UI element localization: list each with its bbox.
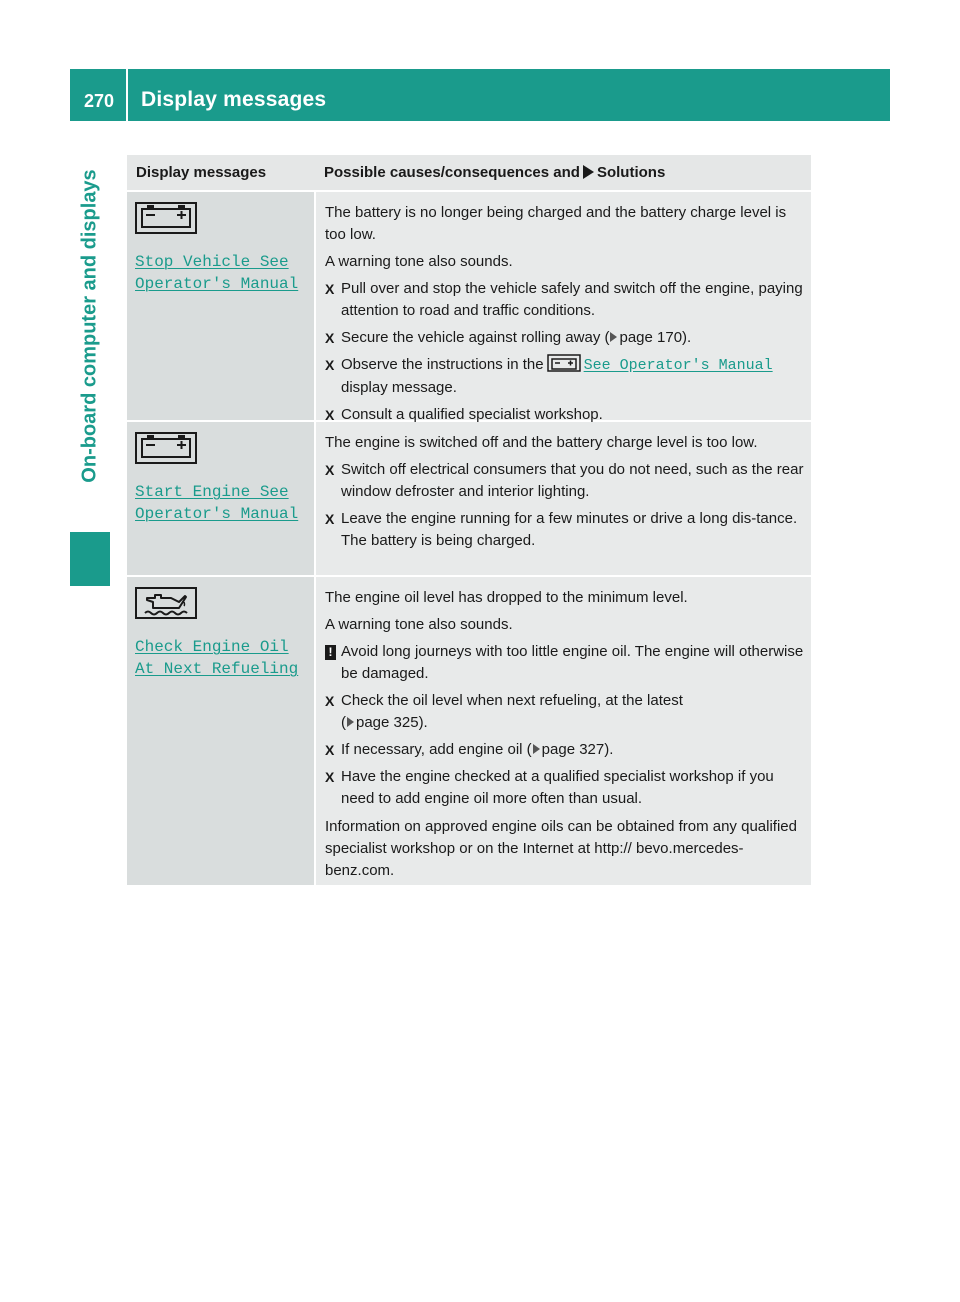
table-row <box>127 420 811 575</box>
list-item: X Switch off electrical consumers that you do not need, such as the rear window defroster and interior lighting. <box>325 461 804 500</box>
step-marker-icon: X <box>325 330 335 346</box>
message-cell <box>127 577 314 885</box>
oil-can-icon <box>135 587 197 619</box>
list-item: X Secure the vehicle against rolling away ( page 170). <box>325 327 805 349</box>
display-messages-table <box>127 155 811 885</box>
table-row <box>127 575 811 885</box>
list-item: X If necessary, add engine oil ( page 327). <box>325 739 805 761</box>
solution-cell: The battery is no longer being charged and the battery charge level is too low. A warning tone also sounds. X Pull over and stop the vehicle safely and switch off the engine, paying attention to road and traffic conditions. X Secure the vehicle against rolling away ( page 170). X Observe the instructions in the See Operator's Manual display message. X Consult a qualified specialist workshop. <box>314 192 811 420</box>
list-item: X Check the oil level when next refueling, at the latest ( page 325). <box>325 692 683 731</box>
list-item: X Leave the engine running for a few minutes or drive a long dis-tance. The battery is being charged. <box>325 510 798 549</box>
message-cell <box>127 192 314 420</box>
step-marker-icon: X <box>325 693 335 709</box>
display-message-text: Stop Vehicle See Operator's Manual <box>135 253 299 293</box>
table-header <box>127 155 811 190</box>
display-message-text: Check Engine Oil At Next Refueling <box>135 638 299 678</box>
step-marker-icon: X <box>325 742 335 758</box>
solution-cell: The engine is switched off and the battery charge level is too low. X Switch off electrical consumers that you do not need, such as the rear window defroster and interior lighting. X Leave the engine running for a few minutes or drive a long dis-tance. The battery is being charged. <box>314 422 811 575</box>
page-ref-link[interactable]: page 170). <box>619 329 692 346</box>
page-ref-icon <box>533 744 540 754</box>
page-title: Display messages <box>141 88 327 111</box>
list-item: X Consult a qualified specialist workshop. <box>325 404 805 426</box>
step-marker-icon: X <box>325 769 335 785</box>
list-item: X Observe the instructions in the See Operator's Manual display message. <box>325 356 773 396</box>
section-side-marker <box>70 532 110 586</box>
battery-icon <box>135 432 197 464</box>
list-item: X Have the engine checked at a qualified specialist workshop if you need to add engine oil more often than usual. <box>325 768 774 807</box>
header-divider <box>126 69 128 121</box>
section-side-label <box>70 121 110 531</box>
step-marker-icon: X <box>325 357 335 373</box>
table-row <box>127 190 811 423</box>
battery-icon <box>135 202 197 234</box>
warning-note: ! Avoid long journeys with too little engine oil. The engine will otherwise be damaged. <box>325 641 805 685</box>
section-side-label-text: On-board computer and displays <box>78 169 101 483</box>
col-header-causes: Possible causes/consequences and Solutions <box>324 164 666 181</box>
page-ref-icon <box>610 332 617 342</box>
list-item: X Pull over and stop the vehicle safely and switch off the engine, paying attention to road and traffic conditions. <box>325 280 803 319</box>
step-marker-icon: X <box>325 407 335 423</box>
warning-icon: ! <box>325 645 336 660</box>
step-marker-icon: X <box>325 511 335 527</box>
page-ref-link[interactable]: page 327). <box>541 741 614 758</box>
display-message-text: Start Engine See Operator's Manual <box>135 483 299 523</box>
solution-cell: The engine oil level has dropped to the minimum level. A warning tone also sounds. ! Avoid long journeys with too little engine oil. The engine will otherwise be damaged. X Check the oil level when next refueling, at the latest ( page 325). X If necessary, add engine oil ( page 327). X Have the engine checked at a qualified specialist workshop if you need to add engine oil more often than usual. Information on approved engine oils can be obtained from any qualified specialist workshop or on the Internet at http:// bevo.mercedes-benz.com. <box>314 577 811 885</box>
message-cell <box>127 422 314 575</box>
col-header-display-messages: Display messages <box>136 164 267 181</box>
arrow-right-icon <box>583 165 594 179</box>
step-marker-icon: X <box>325 462 335 478</box>
battery-icon <box>547 354 581 372</box>
page-ref-link[interactable]: page 325). <box>356 714 428 731</box>
page-ref-icon <box>347 717 354 727</box>
step-marker-icon: X <box>325 281 335 297</box>
page-number: 270 <box>84 91 115 111</box>
